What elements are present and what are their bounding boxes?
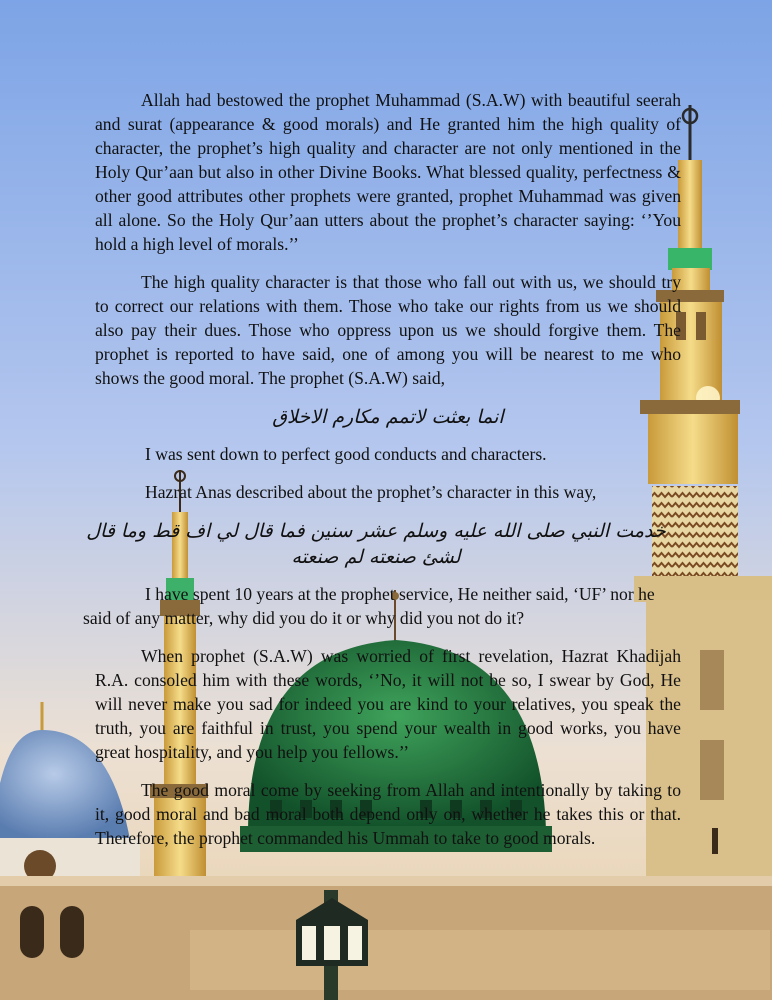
arabic-hadith-2: خدمت النبي صلى الله عليه وسلم عشر سنين فما قال لي اف قط وما قال لشئ صنعته لم صنعته [86,520,666,568]
arabic-hadith-1: انما بعثت لاتمم مكارم الاخلاق [272,406,504,428]
paragraph-1: Allah had bestowed the prophet Muhammad (S.A.W) with beautiful seerah and surat (appearance & good morals) and He granted him the high quality of character, the prophet’s high quality and character are not only mentioned in the Holy Qur’aan but also in other Divine Books. What blessed quality, perfectness & other good attributes other prophets were granted, prophet Muhammad was given all alone. So the Holy Qur’aan utters about the prophet’s character saying: ‘’You hold a high level of morals.’’ [95,90,681,254]
paragraph-5: I have spent 10 years at the prophet service, He neither said, ‘UF’ nor he said of any matter, why did you do it or why did you not do it? [83,584,655,628]
paragraph-7: The good moral come by seeking from Allah and intentionally by taking to it, good moral and bad moral both depend only on, whether he takes this or that. Therefore, the prophet commanded his Ummah to take to good morals. [95,780,681,848]
paragraph-2: The high quality character is that those who fall out with us, we should try to correct our relations with them. Those who take our rights from us we should also pay their dues. Those who oppress upon us we should forgive them. The prophet is reported to have said, one of among you will be nearest to me who shows the good moral. The prophet (S.A.W) said, [95,272,681,388]
paragraph-3: I was sent down to perfect good conducts and characters. [145,444,547,464]
paragraph-4: Hazrat Anas described about the prophet’s character in this way, [145,482,597,502]
article-body [83,88,681,864]
paragraph-6: When prophet (S.A.W) was worried of first revelation, Hazrat Khadijah R.A. consoled him with these words, ‘’No, it will not be so, I swear by God, He will never make you sad for indeed you are kind to your relatives, you speak the truth, you are faithful in trust, you spend your wealth in good works, you have great hospitality, and you help you fellows.’’ [95,646,681,762]
mosque-wall [0,876,772,1000]
